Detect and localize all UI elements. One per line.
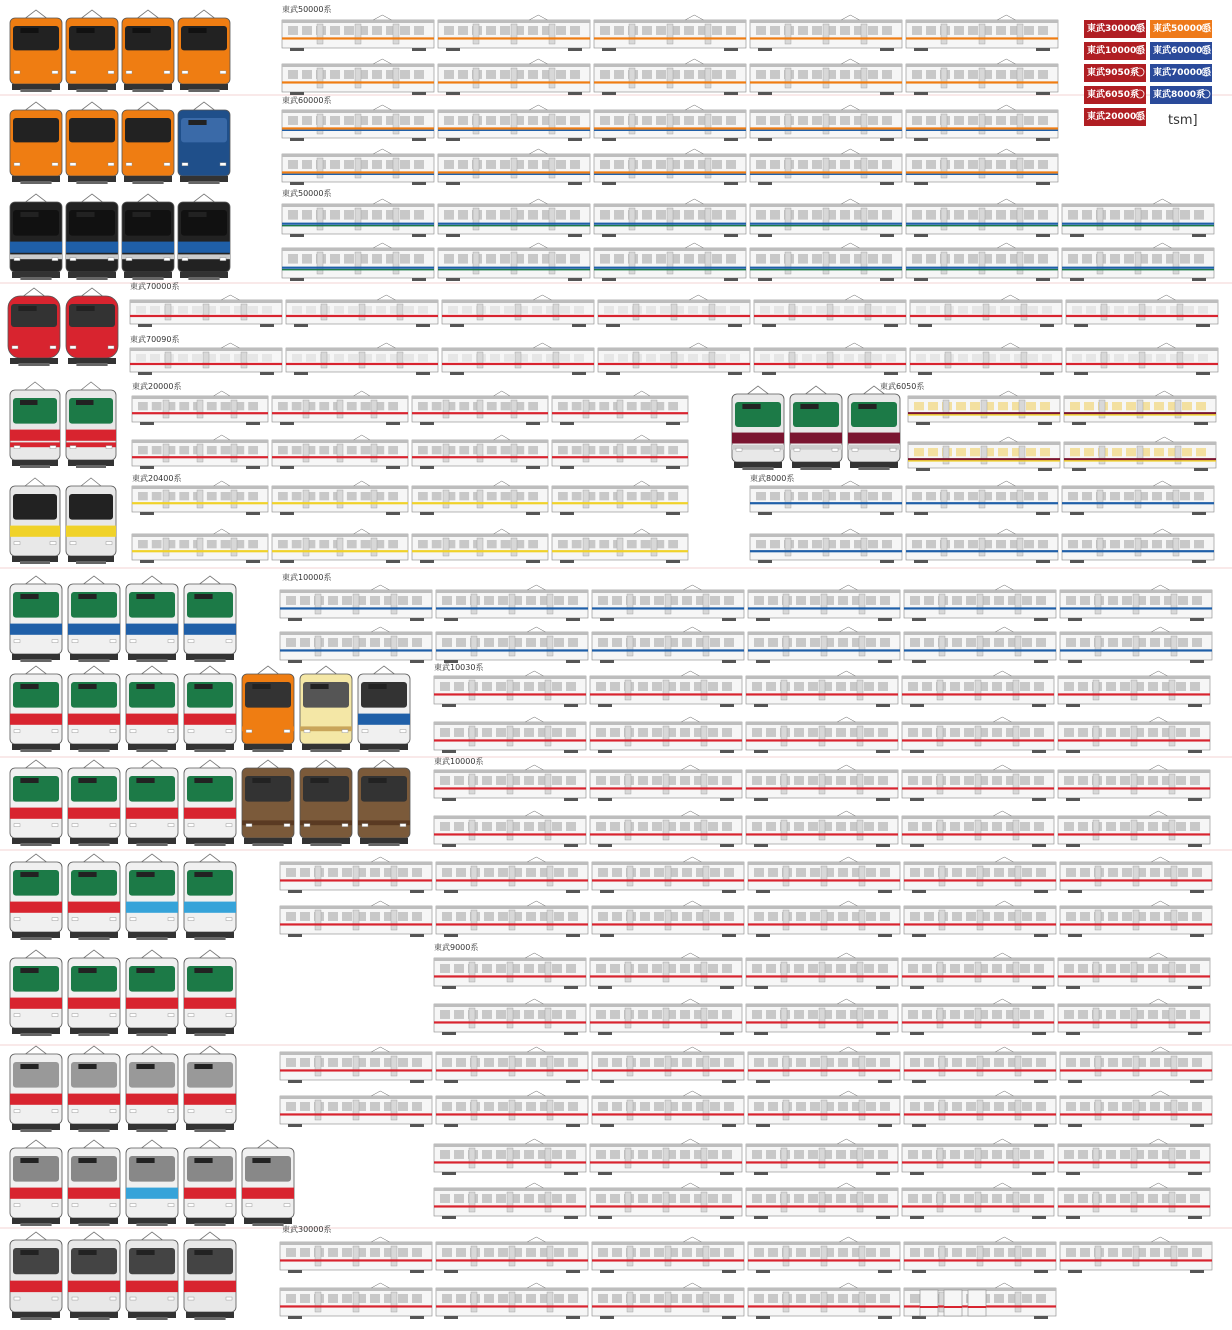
train-car [280, 901, 432, 937]
train-car [442, 343, 594, 375]
series-caption: 東武10000系 [282, 573, 332, 582]
train-car [132, 391, 268, 425]
train-car [434, 765, 586, 801]
logo-text: tsm] [1168, 113, 1198, 128]
train-car [904, 627, 1056, 663]
train-car [754, 343, 906, 375]
train-car [594, 199, 746, 237]
train-car [412, 529, 548, 563]
train-car [552, 529, 688, 563]
train-front [126, 576, 178, 662]
train-car [412, 391, 548, 425]
train-car [904, 585, 1056, 621]
train-car [598, 295, 750, 327]
train-car [748, 1091, 900, 1127]
train-front [122, 194, 174, 280]
train-car [592, 901, 744, 937]
train-car [1060, 1047, 1212, 1083]
train-front [184, 950, 236, 1036]
train-car [280, 585, 432, 621]
train-car [746, 953, 898, 989]
legend-chip [1150, 64, 1212, 82]
train-car [590, 717, 742, 753]
series-caption: 東武70090系 [130, 335, 180, 344]
train-car [754, 295, 906, 327]
legend-label: 東武30000系 [1087, 24, 1146, 34]
train-front [178, 10, 230, 92]
train-car [280, 1047, 432, 1083]
train-car [438, 15, 590, 51]
train-front [8, 288, 60, 366]
series-caption: 東武60000系 [282, 96, 332, 105]
train-car [746, 765, 898, 801]
train-car [748, 1047, 900, 1083]
train-car [282, 243, 434, 281]
train-front [358, 666, 410, 752]
train-front [732, 386, 784, 470]
train-car [1060, 857, 1212, 893]
train-car [436, 627, 588, 663]
train-car [904, 1091, 1056, 1127]
train-front [68, 1046, 120, 1132]
train-car [902, 765, 1054, 801]
series-caption: 東武50000系 [282, 189, 332, 198]
train-car [272, 391, 408, 425]
train-front [122, 102, 174, 184]
train-front [184, 1232, 236, 1320]
series-caption: 東武6050系 [880, 382, 925, 391]
train-car [592, 585, 744, 621]
train-car [904, 901, 1056, 937]
train-car [1064, 391, 1216, 425]
train-car [904, 857, 1056, 893]
train-car [272, 435, 408, 469]
train-car [902, 999, 1054, 1035]
train-car [902, 953, 1054, 989]
train-front [242, 666, 294, 752]
train-car [592, 1091, 744, 1127]
train-car [904, 1237, 1056, 1273]
train-car [902, 1139, 1054, 1175]
train-car [280, 627, 432, 663]
series-caption: 東武10000系 [434, 757, 484, 766]
train-front [10, 666, 62, 752]
train-front [242, 760, 294, 846]
legend-label: 東武9050系 [1087, 68, 1140, 78]
train-car [1058, 671, 1210, 707]
train-car [592, 1283, 744, 1319]
train-side-views [130, 15, 1218, 1319]
train-front [68, 1140, 120, 1226]
train-car [434, 1139, 586, 1175]
train-car [436, 901, 588, 937]
train-car [594, 243, 746, 281]
train-front [184, 576, 236, 662]
train-car [434, 999, 586, 1035]
train-front [790, 386, 842, 470]
legend-label: 東武50000系 [1153, 24, 1212, 34]
train-car [906, 149, 1058, 185]
train-car [436, 1237, 588, 1273]
train-car [592, 857, 744, 893]
legend-label: 東武8000系 [1153, 90, 1206, 100]
train-front [66, 102, 118, 184]
train-front [178, 102, 230, 184]
train-front [358, 760, 410, 846]
train-front [10, 950, 62, 1036]
train-front [242, 1140, 294, 1226]
train-car [1060, 1091, 1212, 1127]
train-front [68, 854, 120, 940]
train-car [1066, 343, 1218, 375]
train-front [66, 288, 118, 366]
legend-chip [1150, 20, 1212, 38]
train-car [906, 59, 1058, 95]
train-car [594, 149, 746, 185]
train-car [748, 1283, 900, 1319]
legend-label: 東武70000系 [1153, 68, 1212, 78]
train-car [908, 437, 1060, 471]
train-car [590, 671, 742, 707]
train-car [438, 199, 590, 237]
train-front [178, 194, 230, 280]
train-car [750, 149, 902, 185]
train-front [10, 10, 62, 92]
train-car [1066, 295, 1218, 327]
legend-chip [1084, 108, 1146, 126]
train-car [436, 857, 588, 893]
train-car [130, 295, 282, 327]
train-car [434, 953, 586, 989]
train-front [126, 1046, 178, 1132]
legend-chip [1084, 64, 1146, 82]
train-car [1060, 901, 1212, 937]
train-car [592, 1047, 744, 1083]
train-car [590, 953, 742, 989]
train-car [748, 627, 900, 663]
legend-chip [1084, 20, 1146, 38]
train-car [750, 481, 902, 515]
train-front [10, 194, 62, 280]
train-car [552, 435, 688, 469]
train-car [1060, 627, 1212, 663]
train-car [272, 481, 408, 515]
train-front [10, 382, 60, 468]
train-front [68, 576, 120, 662]
train-front [10, 102, 62, 184]
train-front [10, 760, 62, 846]
train-car [1058, 953, 1210, 989]
train-car [746, 1139, 898, 1175]
series-caption: 東武9000系 [434, 943, 479, 952]
series-captions [130, 4, 924, 1234]
train-car [592, 627, 744, 663]
train-car [750, 105, 902, 141]
train-car [902, 717, 1054, 753]
train-car [748, 585, 900, 621]
train-car [280, 857, 432, 893]
train-front [10, 1232, 62, 1320]
train-front [66, 10, 118, 92]
train-car [438, 105, 590, 141]
train-car [132, 481, 268, 515]
train-car [436, 1047, 588, 1083]
train-car [280, 1091, 432, 1127]
train-car [286, 343, 438, 375]
train-car [438, 243, 590, 281]
series-caption: 東武70000系 [130, 282, 180, 291]
train-car [434, 1183, 586, 1219]
series-caption: 東武30000系 [282, 1225, 332, 1234]
train-car [282, 199, 434, 237]
train-car [434, 717, 586, 753]
legend-chip [1084, 86, 1146, 104]
train-car [906, 105, 1058, 141]
train-front [184, 760, 236, 846]
train-front [10, 1140, 62, 1226]
series-caption: 東武20400系 [132, 474, 182, 483]
train-car [412, 435, 548, 469]
train-front [68, 950, 120, 1036]
series-caption: 東武20000系 [132, 382, 182, 391]
train-car [746, 717, 898, 753]
train-car [282, 105, 434, 141]
train-car [594, 105, 746, 141]
train-front [10, 478, 60, 564]
train-car [1062, 243, 1214, 281]
train-car [906, 481, 1058, 515]
train-car [746, 811, 898, 847]
train-front [66, 478, 116, 564]
legend-label: 東武60000系 [1153, 46, 1212, 56]
series-legend [1084, 20, 1212, 126]
series-caption: 東武8000系 [750, 474, 795, 483]
train-car [906, 529, 1058, 563]
train-car [906, 15, 1058, 51]
train-car [552, 391, 688, 425]
train-front [66, 194, 118, 280]
train-car [590, 1183, 742, 1219]
train-front [66, 382, 116, 468]
train-front [10, 854, 62, 940]
train-car [750, 529, 902, 563]
train-front [184, 1046, 236, 1132]
train-car [594, 15, 746, 51]
train-front [848, 386, 900, 470]
train-car [750, 199, 902, 237]
train-front [126, 854, 178, 940]
train-front [122, 10, 174, 92]
train-car [906, 199, 1058, 237]
train-car [132, 529, 268, 563]
train-front [126, 950, 178, 1036]
train-car-end [920, 1290, 938, 1316]
train-car [590, 1139, 742, 1175]
train-car [594, 59, 746, 95]
train-car [1058, 1139, 1210, 1175]
train-car [1060, 585, 1212, 621]
legend-chip [1150, 86, 1212, 104]
train-car [902, 811, 1054, 847]
train-car [436, 585, 588, 621]
train-car [908, 391, 1060, 425]
series-caption: 東武50000系 [282, 5, 332, 14]
train-car [280, 1237, 432, 1273]
train-car [130, 343, 282, 375]
train-car [750, 243, 902, 281]
train-car [1058, 811, 1210, 847]
train-car [1058, 1183, 1210, 1219]
train-car [436, 1283, 588, 1319]
train-front [68, 1232, 120, 1320]
train-front [126, 666, 178, 752]
train-car [746, 999, 898, 1035]
train-front [10, 1046, 62, 1132]
train-car [436, 1091, 588, 1127]
train-car [1062, 481, 1214, 515]
train-car [1062, 529, 1214, 563]
series-caption: 東武10030系 [434, 663, 484, 672]
train-car [434, 811, 586, 847]
train-car [592, 1237, 744, 1273]
train-car [272, 529, 408, 563]
train-car [748, 901, 900, 937]
train-car [434, 671, 586, 707]
train-car [280, 1283, 432, 1319]
train-car [132, 435, 268, 469]
legend-chip [1150, 42, 1212, 60]
train-car [750, 59, 902, 95]
train-car-end [968, 1290, 986, 1316]
train-front [126, 760, 178, 846]
train-car [1058, 765, 1210, 801]
train-front [300, 666, 352, 752]
train-car [910, 295, 1062, 327]
train-car [282, 59, 434, 95]
train-car [282, 15, 434, 51]
train-car [412, 481, 548, 515]
train-car [748, 1237, 900, 1273]
train-car [438, 149, 590, 185]
train-car [1064, 437, 1216, 471]
train-car [286, 295, 438, 327]
train-car [1062, 199, 1214, 237]
train-car [552, 481, 688, 515]
train-front [126, 1140, 178, 1226]
train-car [282, 149, 434, 185]
legend-label: 東武10000系 [1087, 46, 1146, 56]
train-front [10, 576, 62, 662]
legend-chip [1084, 42, 1146, 60]
train-car [910, 343, 1062, 375]
train-front [300, 760, 352, 846]
train-front [68, 760, 120, 846]
train-car [442, 295, 594, 327]
train-front [184, 666, 236, 752]
legend-label: 東武6050系 [1087, 90, 1140, 100]
train-car [904, 1047, 1056, 1083]
train-front [126, 1232, 178, 1320]
train-front [68, 666, 120, 752]
train-car [598, 343, 750, 375]
train-front [184, 1140, 236, 1226]
train-car [902, 1183, 1054, 1219]
legend-note: 6050F + 8489F [1152, 110, 1191, 116]
legend-label: 東武20000系 [1087, 112, 1146, 122]
train-car [590, 765, 742, 801]
train-car [1058, 999, 1210, 1035]
train-car [746, 671, 898, 707]
train-car [746, 1183, 898, 1219]
train-car [1058, 717, 1210, 753]
train-car [906, 243, 1058, 281]
train-car [590, 811, 742, 847]
train-front [184, 854, 236, 940]
train-car-end [944, 1290, 962, 1316]
train-car [748, 857, 900, 893]
train-car [590, 999, 742, 1035]
train-car [902, 671, 1054, 707]
author-logo [1168, 113, 1198, 128]
train-car [1060, 1237, 1212, 1273]
train-car [438, 59, 590, 95]
train-car [750, 15, 902, 51]
